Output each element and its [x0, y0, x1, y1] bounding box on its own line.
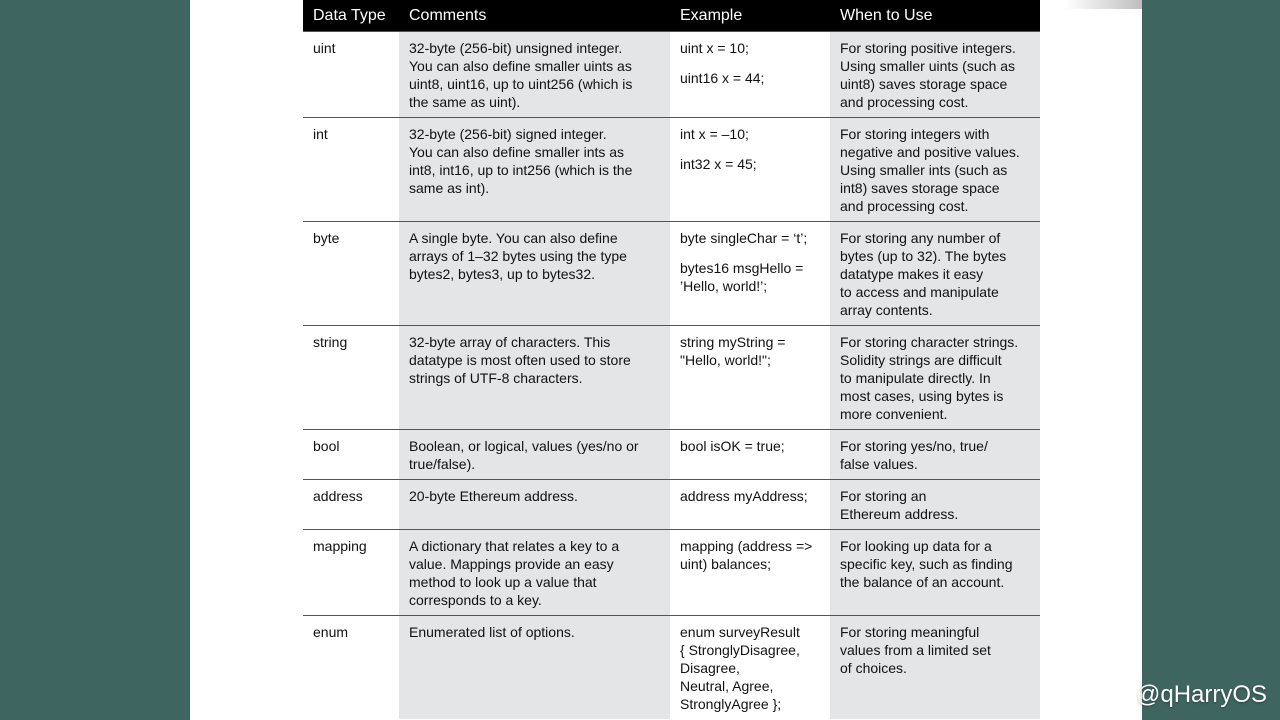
cell-comments: 20-byte Ethereum address.: [399, 480, 670, 530]
cell-when-to-use: For storing character strings. Solidity strings are difficult to manipulate directly. In most cases, using bytes is more convenient.: [830, 326, 1040, 430]
example-code: address myAddress;: [680, 488, 808, 504]
example-code: string myString = "Hello, world!";: [680, 334, 786, 368]
cell-data-type: int: [303, 118, 399, 222]
data-types-table: [303, 0, 1040, 719]
header-example: Example: [670, 0, 830, 32]
watermark-text: @qHarryOS: [1136, 681, 1268, 708]
cell-example: [670, 326, 830, 430]
example-code: int32 x = 45;: [680, 156, 757, 172]
cell-data-type: address: [303, 480, 399, 530]
table-row: [303, 480, 1040, 530]
cell-comments: Enumerated list of options.: [399, 616, 670, 720]
table-row: [303, 222, 1040, 326]
cell-comments: 32-byte array of characters. This datatype is most often used to store strings of UTF-8 characters.: [399, 326, 670, 430]
cell-data-type: mapping: [303, 530, 399, 616]
cell-comments: A dictionary that relates a key to a value. Mappings provide an easy method to look up a value that corresponds to a key.: [399, 530, 670, 616]
table-row: [303, 616, 1040, 720]
cell-example: [670, 530, 830, 616]
example-code: int x = –10;: [680, 126, 749, 142]
corner-strip: [1065, 0, 1142, 9]
cell-when-to-use: For storing meaningful values from a limited set of choices.: [830, 616, 1040, 720]
cell-data-type: string: [303, 326, 399, 430]
table-row: [303, 32, 1040, 118]
cell-example: [670, 222, 830, 326]
cell-when-to-use: For storing yes/no, true/ false values.: [830, 430, 1040, 480]
example-code: uint16 x = 44;: [680, 70, 765, 86]
header-when-to-use: When to Use: [830, 0, 1040, 32]
cell-data-type: uint: [303, 32, 399, 118]
cell-when-to-use: For storing any number of bytes (up to 32). The bytes datatype makes it easy to access and manipulate array contents.: [830, 222, 1040, 326]
cell-comments: 32-byte (256-bit) signed integer. You can also define smaller ints as int8, int16, up to int256 (which is the same as int).: [399, 118, 670, 222]
cell-when-to-use: For storing integers with negative and positive values. Using smaller ints (such as int8) saves storage space and processing cost.: [830, 118, 1040, 222]
cell-example: [670, 430, 830, 480]
table-row: [303, 430, 1040, 480]
header-comments: Comments: [399, 0, 670, 32]
header-data-type: Data Type: [303, 0, 399, 32]
cell-example: [670, 32, 830, 118]
cell-data-type: bool: [303, 430, 399, 480]
cell-example: [670, 616, 830, 720]
table-header-row: [303, 0, 1040, 32]
cell-data-type: enum: [303, 616, 399, 720]
cell-comments: A single byte. You can also define arrays of 1–32 bytes using the type bytes2, bytes3, up to bytes32.: [399, 222, 670, 326]
cell-when-to-use: For storing positive integers. Using smaller uints (such as uint8) saves storage space and processing cost.: [830, 32, 1040, 118]
example-code: uint x = 10;: [680, 40, 749, 56]
cell-example: [670, 480, 830, 530]
example-code: bytes16 msgHello = ’Hello, world!’;: [680, 260, 804, 294]
cell-when-to-use: For looking up data for a specific key, such as finding the balance of an account.: [830, 530, 1040, 616]
cell-comments: Boolean, or logical, values (yes/no or true/false).: [399, 430, 670, 480]
table-row: [303, 326, 1040, 430]
example-code: bool isOK = true;: [680, 438, 785, 454]
cell-comments: 32-byte (256-bit) unsigned integer. You can also define smaller uints as uint8, uint16, up to uint256 (which is the same as uint).: [399, 32, 670, 118]
cell-example: [670, 118, 830, 222]
table-row: [303, 118, 1040, 222]
table-row: [303, 530, 1040, 616]
example-code: byte singleChar = ‘t’;: [680, 230, 808, 246]
cell-when-to-use: For storing an Ethereum address.: [830, 480, 1040, 530]
example-code: mapping (address => uint) balances;: [680, 538, 813, 572]
diamond-logo-icon: [1102, 681, 1130, 709]
cell-data-type: byte: [303, 222, 399, 326]
example-code: enum surveyResult { StronglyDisagree, Disagree, Neutral, Agree, StronglyAgree };: [680, 624, 800, 712]
watermark: [1102, 678, 1267, 712]
